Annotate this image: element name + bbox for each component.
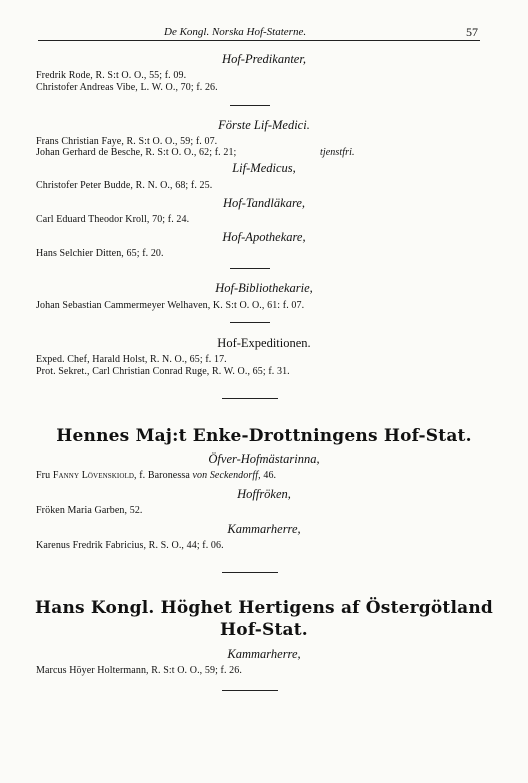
subsection-title-hoffroken: Hoffröken, [237, 487, 291, 501]
entry-line: Christofer Andreas Vibe, L. W. O., 70; f. 26. [36, 82, 218, 93]
entry-name: Fanny Lövenskiold, [52, 470, 137, 481]
section-title-hof-tandlakare: Hof-Tandläkare, [222, 196, 306, 210]
subsection-title-kammarherre: Kammarherre, [227, 647, 301, 661]
section-title-hertigen-line2: Hof-Stat. [220, 620, 308, 640]
entry-line: Exped. Chef, Harald Holst, R. N. O., 65; f. 17. [36, 354, 227, 365]
entry-line: Johan Gerhard de Besche, R. S:t O. O., 62; f. 21; [36, 147, 237, 158]
subsection-title-kammarherre: Kammarherre, [227, 522, 301, 536]
section-separator [230, 322, 270, 323]
entry-note: tjenstfri. [320, 147, 355, 158]
entry-line: Fröken Maria Garben, 52. [36, 505, 143, 516]
page-number: 57 [466, 25, 478, 39]
entry-line: Karenus Fredrik Fabricius, R. S. O., 44; f. 06. [36, 540, 224, 551]
section-separator [230, 268, 270, 269]
entry-line: Fredrik Rode, R. S:t O. O., 55; f. 09. [36, 70, 187, 81]
entry-line: Prot. Sekret., Carl Christian Conrad Ruge, R. W. O., 65; f. 31. [36, 366, 290, 377]
section-separator [222, 690, 278, 691]
entry-line: Hans Selchier Ditten, 65; f. 20. [36, 248, 164, 259]
section-title-lif-medicus: Lif-Medicus, [232, 161, 296, 175]
section-title-forste-lif-medici: Förste Lif-Medici. [218, 118, 310, 132]
entry-line: Marcus Höyer Holtermann, R. S:t O. O., 59; f. 26. [36, 665, 242, 676]
entry-rest: f. Baronessa [139, 470, 190, 481]
entry-prefix: Fru [36, 470, 51, 481]
entry-age: 46. [263, 470, 277, 481]
section-title-hof-expeditionen: Hof-Expeditionen. [217, 336, 311, 350]
section-separator [222, 398, 278, 399]
entry-line: Frans Christian Faye, R. S:t O. O., 59; f. 07. [36, 136, 218, 147]
entry-von: von Seckendorff, [192, 470, 261, 481]
entry-line: Carl Eduard Theodor Kroll, 70; f. 24. [36, 214, 190, 225]
subsection-title-ofver-hofmastarinna: Öfver-Hofmästarinna, [208, 452, 320, 466]
entry-line: Christofer Peter Budde, R. N. O., 68; f. 25. [36, 180, 213, 191]
header-rule [38, 40, 480, 41]
section-title-enke-drottningen: Hennes Maj:t Enke-Drottningens Hof-Stat. [56, 426, 472, 446]
section-separator [230, 105, 270, 106]
section-separator [222, 572, 278, 573]
section-title-hof-apothekare: Hof-Apothekare, [222, 230, 306, 244]
entry-line: Johan Sebastian Cammermeyer Welhaven, K. S:t O. O., 61: f. 07. [36, 300, 305, 311]
section-title-hof-bibliothekarie: Hof-Bibliothekarie, [215, 281, 313, 295]
running-title: De Kongl. Norska Hof-Staterne. [164, 26, 307, 38]
section-title-hof-predikanter: Hof-Predikanter, [222, 52, 306, 66]
section-title-hertigen-line1: Hans Kongl. Höghet Hertigens af Östergötland [35, 598, 493, 618]
entry-line [36, 470, 276, 481]
